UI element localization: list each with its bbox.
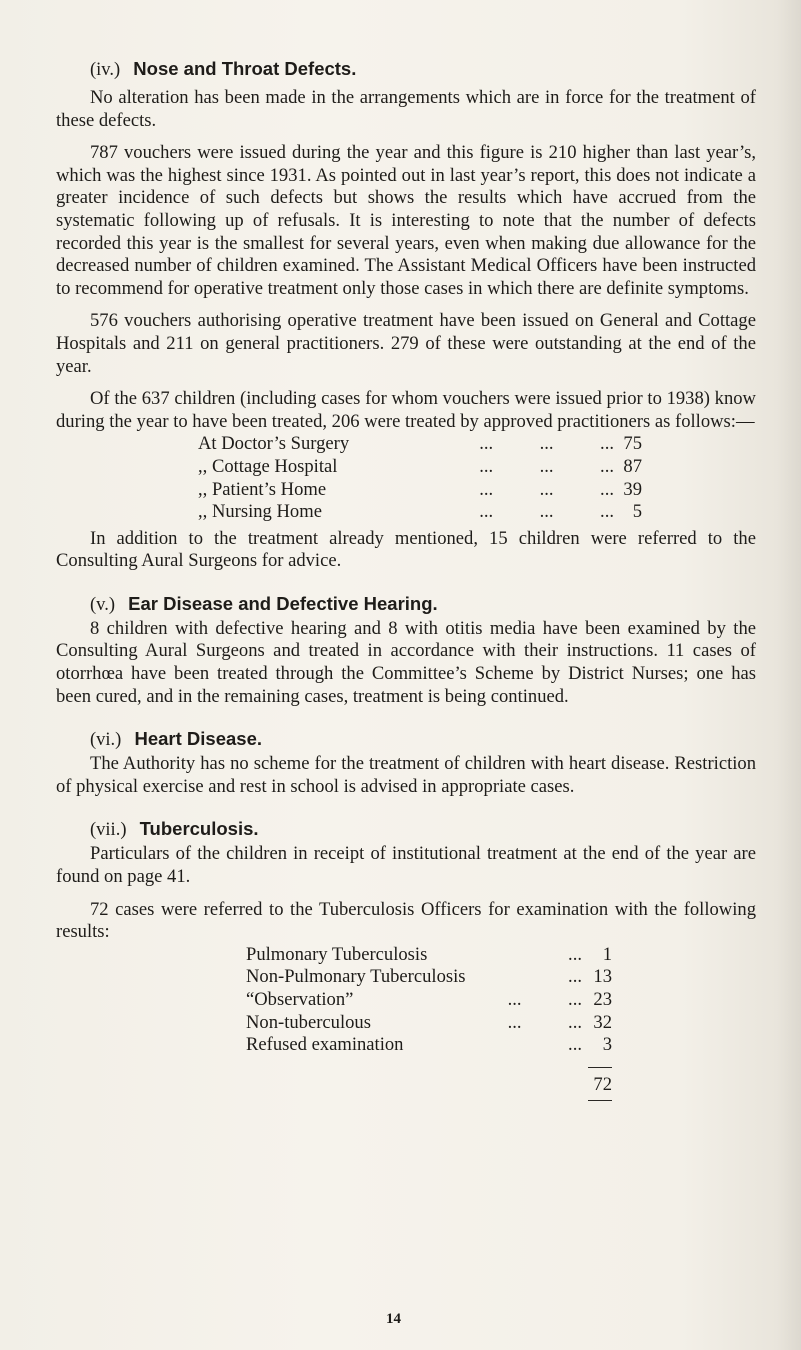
leader-dots: ... ... ... [479,478,614,500]
paragraph: 576 vouchers authorising operative treatment have been issued on General and Cottage Hospitals and 211 on general practitioners. 279 of these were outstanding at the end of the year. [56,310,756,377]
list-item-label: Non-tuberculous [246,1011,371,1033]
list-item [246,989,612,1012]
list-item [198,456,642,479]
list-item-label: Refused examination [246,1034,404,1056]
list-item [246,1034,612,1057]
results-total: 72 [593,1073,612,1095]
list-item-value: 1 [602,943,612,965]
paragraph: 8 children with defective hearing and 8 with otitis media have been examined by the Consulting Aural Surgeons and treated in accordance with their instructions. 11 cases of otorrhœa have been treated through the Committee’s Scheme by District Nurses; one has been cured, and in the remaining cases, treatment is being continued. [56,617,756,707]
leader-dots: ... ... ... [479,501,614,523]
list-item-label: ,, Patient’s Home [198,478,327,500]
leader-dots: ... ... ... [479,433,614,455]
list-item [198,501,642,524]
heading-ear-disease [56,591,756,618]
section-title: Nose and Throat Defects. [133,58,357,79]
list-item-label: Pulmonary Tuberculosis [246,943,428,965]
section-title: Ear Disease and Defective Hearing. [128,592,438,614]
paragraph: Of the 637 children (including cases for whom vouchers were issued prior to 1938) know during the year to have been treated, 206 were treated by approved practitioners as follows:— [56,388,756,432]
leader-dots: ... [568,966,582,988]
list-item-value: 23 [593,989,612,1010]
list-item-value: 87 [623,455,642,477]
list-item-label: ,, Cottage Hospital [198,455,338,477]
section-number: (vi.) [90,730,122,751]
document-body [56,56,756,1101]
paragraph: 787 vouchers were issued during the year and this figure is 210 higher than last year’s, which was the highest since 1931. As pointed out in last year’s report, this does not indicate a greater incidence of such defects but shows the results which have accrued from the systematic following up of refusals. It is interesting to note that the number of defects recorded this year is the smallest for several years, even when making due allowance for the decreased number of children examined. The Assistant Medical Officers have been instructed to recommend for operative treatment only those cases in which there are definite symptoms. [56,142,756,299]
list-item-value: 75 [623,433,642,455]
treatment-location-list [198,433,756,523]
list-item [246,966,612,989]
page-number: 14 [386,1311,401,1327]
paragraph: No alteration has been made in the arrangements which are in force for the treatment of these defects. [56,87,756,131]
leader-dots: ... ... [507,989,582,1010]
list-item-value: 32 [593,1011,612,1033]
list-item-value: 5 [632,501,642,523]
list-item-label: ,, Nursing Home [198,501,322,523]
section-number: (iv.) [90,60,121,80]
leader-dots: ... ... [507,1011,582,1033]
section-title: Heart Disease. [134,728,263,750]
tuberculosis-results-list [246,944,756,1057]
section-number: (vii.) [90,820,127,841]
leader-dots: ... ... ... [479,455,614,477]
list-item-label: “Observation” [246,989,354,1010]
heading-nose-throat [56,56,756,83]
paragraph: The Authority has no scheme for the treatment of children with heart disease. Restriction of physical exercise and rest in school is advised in appropriate cases. [56,753,756,797]
list-item-label: Non-Pulmonary Tuberculosis [246,966,466,988]
list-item-value: 39 [623,478,642,500]
heading-tuberculosis [56,816,756,843]
list-item-value: 3 [602,1034,612,1056]
section-number: (v.) [90,594,115,615]
sum-rule [588,1100,612,1101]
heading-heart-disease [56,726,756,753]
leader-dots: ... [568,1034,582,1056]
section-title: Tuberculosis. [139,818,259,840]
list-item [246,1012,612,1035]
list-item-label: At Doctor’s Surgery [198,433,350,455]
list-item [198,433,642,456]
sum-rule [588,1067,612,1068]
list-item-value: 13 [593,966,612,988]
list-item [246,944,612,967]
paragraph: Particulars of the children in receipt of institutional treatment at the end of the year are found on page 41. [56,843,756,888]
paragraph: In addition to the treatment already mentioned, 15 children were referred to the Consulting Aural Surgeons for advice. [56,527,756,572]
paragraph: 72 cases were referred to the Tuberculosis Officers for examination with the following results: [56,898,756,943]
leader-dots: ... [568,943,582,965]
list-item [198,479,642,502]
